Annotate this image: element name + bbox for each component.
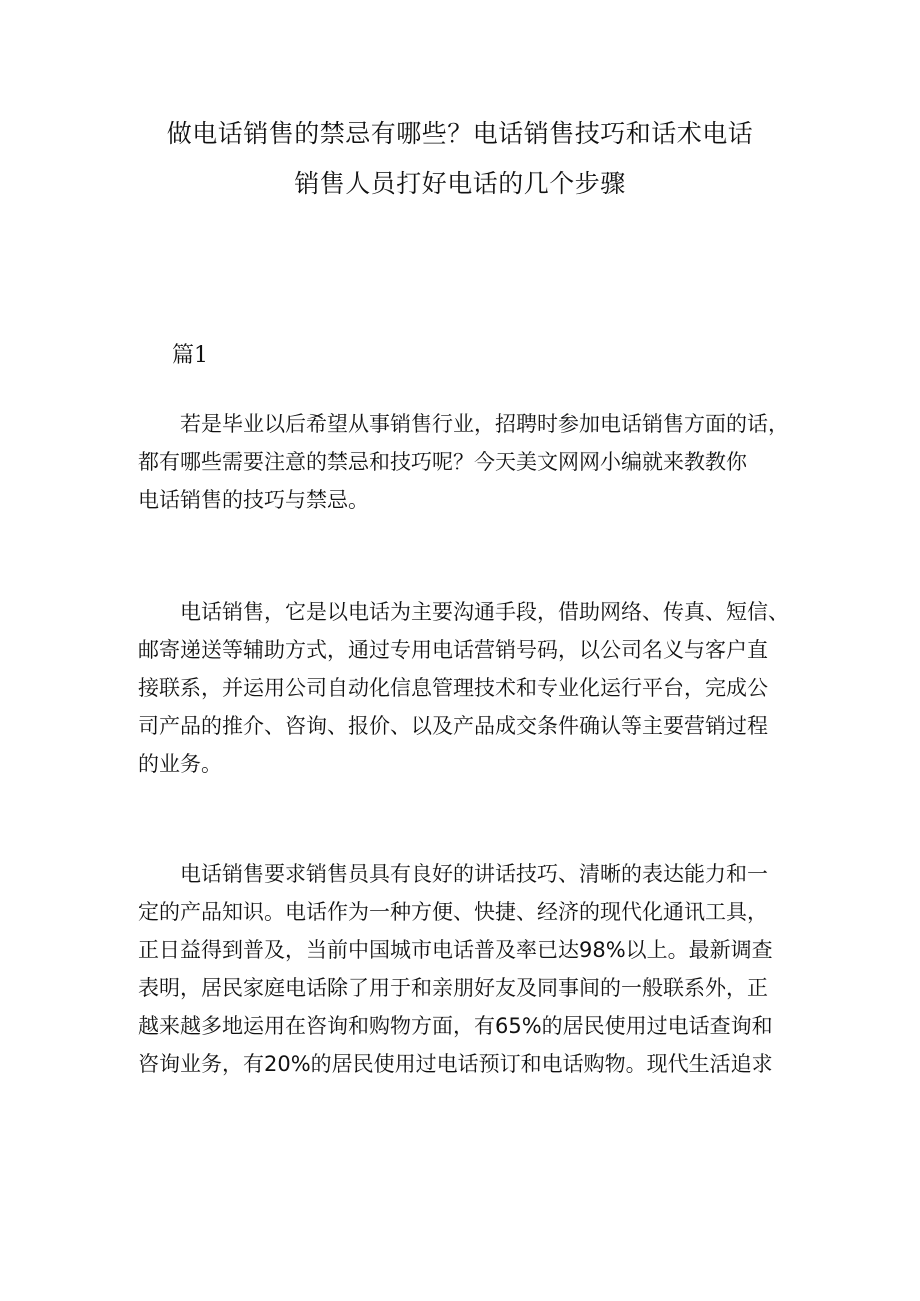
paragraph-line: 越来越多地运用在咨询和购物方面，有65%的居民使用过电话查询和 <box>138 1014 773 1038</box>
chapter-label: 篇1 <box>172 343 208 368</box>
paragraph-line: 接联系，并运用公司自动化信息管理技术和专业化运行平台，完成公 <box>138 676 768 700</box>
document-title-line-1: 做电话销售的禁忌有哪些？电话销售技巧和话术电话 <box>166 119 754 148</box>
paragraph-line: 都有哪些需要注意的禁忌和技巧呢？今天美文网网小编就来教教你 <box>138 450 747 474</box>
paragraph-2 <box>138 593 798 783</box>
paragraph-line: 电话销售，它是以电话为主要沟通手段，借助网络、传真、短信、 <box>180 600 789 624</box>
paragraph-line: 定的产品知识。电话作为一种方便、快捷、经济的现代化通讯工具， <box>138 900 768 924</box>
paragraph-line: 表明，居民家庭电话除了用于和亲朋好友及同事间的一般联系外，正 <box>138 976 768 1000</box>
paragraph-line: 电话销售要求销售员具有良好的讲话技巧、清晰的表达能力和一 <box>180 862 768 886</box>
paragraph-line: 电话销售的技巧与禁忌。 <box>138 488 369 512</box>
paragraph-3 <box>138 855 798 1083</box>
paragraph-line: 司产品的推介、咨询、报价、以及产品成交条件确认等主要营销过程 <box>138 714 768 738</box>
paragraph-line: 咨询业务，有20%的居民使用过电话预订和电话购物。现代生活追求 <box>138 1052 773 1076</box>
paragraph-line: 的业务。 <box>138 752 222 776</box>
paragraph-1 <box>138 405 798 519</box>
paragraph-line: 正日益得到普及，当前中国城市电话普及率已达98%以上。最新调查 <box>138 938 773 962</box>
paragraph-line: 若是毕业以后希望从事销售行业，招聘时参加电话销售方面的话， <box>180 412 789 436</box>
document-title-line-2: 销售人员打好电话的几个步骤 <box>294 169 626 198</box>
paragraph-line: 邮寄递送等辅助方式，通过专用电话营销号码，以公司名义与客户直 <box>138 638 768 662</box>
